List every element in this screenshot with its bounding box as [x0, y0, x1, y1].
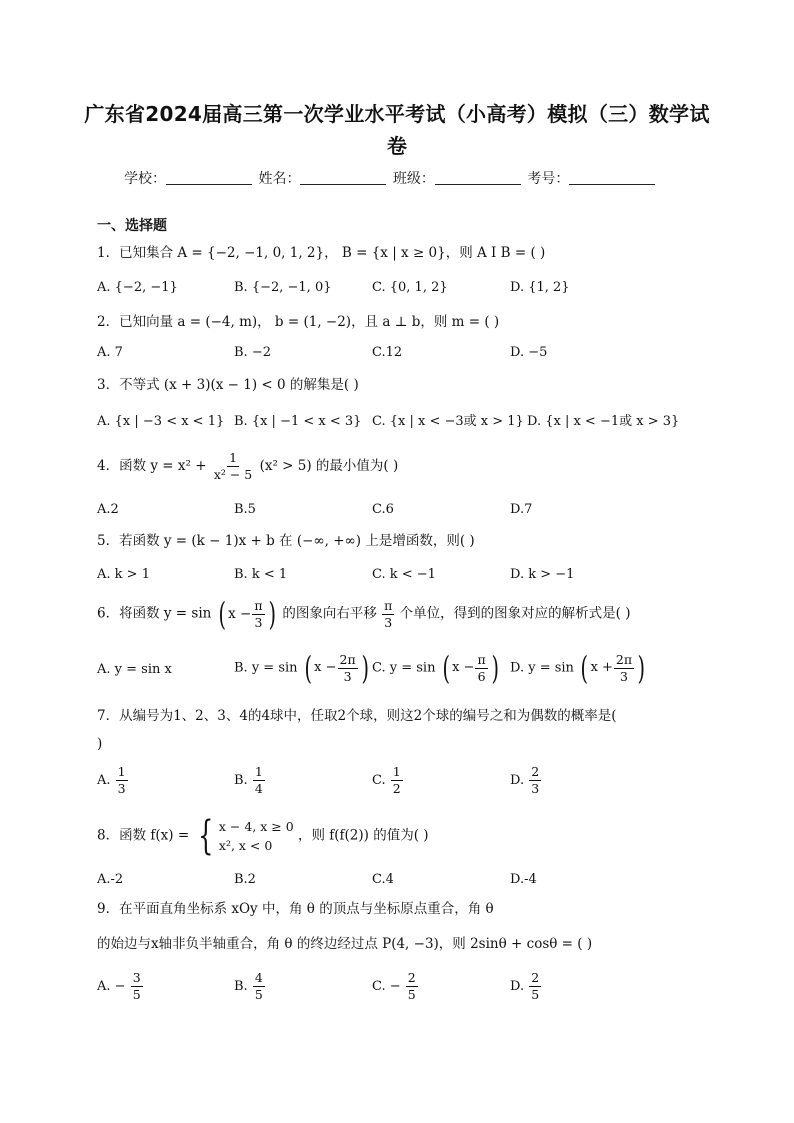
- q6-b-num: 2π: [339, 651, 356, 667]
- q6-option-b: [234, 650, 371, 686]
- exam-number-label: 考号：: [527, 171, 570, 187]
- q6-inner: x −: [228, 606, 252, 622]
- q6-b-prefix: B. y = sin: [234, 660, 298, 676]
- q2-option-a: A. 7: [97, 345, 123, 360]
- q6-inner-fraction: [252, 598, 264, 631]
- q9-c-fraction: [406, 970, 418, 1003]
- student-info-line: [124, 168, 657, 188]
- q1-option-d: D. {1, 2}: [510, 280, 570, 295]
- q6-shift-den: 3: [384, 614, 393, 630]
- q4-option-d: D.7: [510, 502, 533, 517]
- q6-b-den: 3: [343, 668, 352, 684]
- q9-a-fraction: [131, 970, 143, 1003]
- q4-fraction-denominator: x² − 5: [213, 467, 253, 482]
- q8-option-c: C.4: [372, 872, 394, 887]
- q7-d-fraction: [529, 764, 541, 797]
- title-line-1: 广东省2024届高三第一次学业水平考试（小高考）模拟（三）数学试: [84, 102, 710, 126]
- q6-inner-num: π: [254, 597, 263, 613]
- q9-a-num: 3: [132, 970, 141, 985]
- q6-option-c: [372, 650, 501, 686]
- left-paren: (: [580, 649, 589, 687]
- q6-option-a: A. y = sin x: [97, 662, 172, 677]
- question-1-stem: 1．已知集合 A = {−2, −1, 0, 1, 2}， B = {x | x ≥ 0}，则 A I B = ( ): [97, 245, 546, 261]
- q6-b-inner: x −: [314, 660, 337, 675]
- right-paren: ): [637, 649, 646, 687]
- class-label: 班级：: [392, 171, 435, 187]
- q9-b-num: 4: [254, 970, 263, 985]
- exam-number-blank[interactable]: [569, 170, 655, 185]
- q8-option-b: B.2: [234, 872, 256, 887]
- q9-option-c: [372, 970, 419, 1003]
- q9-b-fraction: [253, 970, 265, 1003]
- q1-option-b: B. {−2, −1, 0}: [234, 280, 332, 295]
- q9-option-d: [510, 970, 542, 1003]
- question-4-stem: [97, 450, 398, 483]
- q9-c-den: 5: [407, 987, 416, 1002]
- q7-c-fraction: [391, 764, 403, 797]
- q6-d-den: 3: [620, 668, 628, 684]
- q9-option-a: [97, 970, 144, 1003]
- q7-c-label: C.: [372, 773, 386, 788]
- section-title: 一、选择题: [97, 218, 167, 234]
- question-5-stem: 5．若函数 y = (k − 1)x + b 在 (−∞, +∞) 上是增函数，则( ): [97, 533, 475, 549]
- q7-c-num: 1: [392, 764, 401, 779]
- q7-b-num: 1: [254, 764, 263, 779]
- q4-stem-prefix: 4．函数 y = x² +: [97, 458, 207, 474]
- question-2-stem: 2．已知向量 a = (−4, m)， b = (1, −2)，且 a ⊥ b，则 m = ( ): [97, 314, 500, 330]
- q9-d-fraction: [529, 970, 541, 1003]
- q7-d-den: 3: [531, 781, 540, 796]
- q5-option-b: B. k < 1: [234, 567, 288, 582]
- q6-stem-suffix: 个单位，得到的图象对应的解析式是( ): [399, 605, 631, 622]
- q6-paren-group: [216, 596, 278, 632]
- q1-option-c: C. {0, 1, 2}: [372, 280, 448, 295]
- q9-a-den: 5: [132, 987, 141, 1002]
- q6-d-inner: x +: [590, 660, 613, 675]
- question-7-stem-line1: 7．从编号为1、2、3、4的4球中，任取2个球，则这2个球的编号之和为偶数的概率是(: [97, 708, 617, 724]
- q8-option-d: D.-4: [510, 872, 537, 887]
- school-label: 学校：: [124, 171, 166, 187]
- q7-option-a: [97, 764, 129, 797]
- name-label: 姓名：: [258, 171, 301, 187]
- q7-option-d: [510, 764, 542, 797]
- q2-option-c: C.12: [372, 345, 403, 360]
- q6-inner-den: 3: [254, 614, 263, 630]
- q8-stem-prefix: 8．函数 f(x) =: [97, 827, 190, 844]
- question-6-stem: [97, 596, 630, 632]
- q9-c-num: 2: [407, 970, 416, 985]
- q6-shift-num: π: [384, 597, 393, 613]
- q9-d-den: 5: [531, 987, 540, 1002]
- school-blank[interactable]: [166, 170, 252, 185]
- q5-option-c: C. k < −1: [372, 567, 436, 582]
- q7-b-den: 4: [254, 781, 263, 796]
- q6-c-fraction: [475, 652, 487, 685]
- question-7-stem-line2: ): [97, 736, 103, 752]
- q6-b-fraction: [338, 652, 358, 685]
- q9-option-b: [234, 970, 266, 1003]
- q7-b-fraction: [253, 764, 265, 797]
- q4-option-a: A.2: [97, 502, 119, 517]
- name-blank[interactable]: [300, 170, 386, 185]
- q3-option-d: D. {x | x < −1或 x > 3}: [527, 414, 680, 429]
- q4-fraction-numerator: 1: [229, 450, 238, 465]
- q8-piecewise: [193, 814, 293, 858]
- q4-option-c: C.6: [372, 502, 394, 517]
- q7-option-b: [234, 764, 266, 797]
- q7-d-label: D.: [510, 773, 525, 788]
- q9-c-label: C. −: [372, 979, 401, 994]
- q6-d-paren: [578, 650, 648, 686]
- q3-option-c: C. {x | x < −3或 x > 1}: [372, 414, 524, 429]
- left-paren: (: [304, 649, 312, 687]
- right-paren: ): [491, 649, 499, 687]
- q7-b-label: B.: [234, 773, 248, 788]
- q9-a-label: A. −: [97, 979, 126, 994]
- q4-option-b: B.5: [234, 502, 256, 517]
- q7-a-den: 3: [117, 781, 126, 796]
- q6-stem-prefix: 6．将函数 y = sin: [97, 605, 212, 622]
- q8-stem-suffix: ，则 f(f(2)) 的值为( ): [297, 827, 429, 844]
- q3-option-a: A. {x | −3 < x < 1}: [97, 414, 225, 429]
- q2-option-d: D. −5: [510, 345, 548, 360]
- q9-d-label: D.: [510, 979, 525, 994]
- right-paren: ): [268, 595, 276, 633]
- question-3-stem: 3．不等式 (x + 3)(x − 1) < 0 的解集是( ): [97, 377, 359, 393]
- q5-option-a: A. k > 1: [97, 567, 150, 582]
- q6-d-prefix: D. y = sin: [510, 660, 574, 676]
- q6-stem-mid: 的图象向右平移: [282, 605, 377, 622]
- right-paren: ): [361, 649, 369, 687]
- q7-a-num: 1: [117, 764, 126, 779]
- q4-stem-suffix: (x² > 5) 的最小值为( ): [259, 458, 399, 474]
- q6-c-prefix: C. y = sin: [372, 660, 436, 676]
- q6-d-num: 2π: [615, 651, 633, 667]
- q6-c-paren: [440, 650, 502, 686]
- q7-d-num: 2: [531, 764, 540, 779]
- q5-option-d: D. k > −1: [510, 567, 575, 582]
- title-line-2: 卷: [386, 134, 408, 158]
- q7-a-label: A.: [97, 773, 111, 788]
- q6-c-inner: x −: [452, 660, 475, 675]
- q8-case-2: x², x < 0: [218, 838, 273, 853]
- q6-c-den: 6: [477, 668, 486, 684]
- question-8-stem: [97, 814, 429, 858]
- left-paren: (: [218, 595, 226, 633]
- q9-b-den: 5: [254, 987, 263, 1002]
- q6-shift-fraction: [382, 598, 394, 631]
- q8-cases: [219, 817, 294, 855]
- q8-case-1: x − 4, x ≥ 0: [218, 819, 294, 834]
- left-paren: (: [442, 649, 450, 687]
- q6-c-num: π: [477, 651, 486, 667]
- left-brace: {: [198, 813, 214, 859]
- q2-option-b: B. −2: [234, 345, 271, 360]
- class-blank[interactable]: [435, 170, 521, 185]
- exam-title: [70, 98, 724, 162]
- q4-fraction: [212, 450, 254, 483]
- q7-c-den: 2: [392, 781, 401, 796]
- q1-option-a: A. {−2, −1}: [97, 280, 178, 295]
- q9-b-label: B.: [234, 979, 248, 994]
- question-9-stem-line1: 9．在平面直角坐标系 xOy 中，角 θ 的顶点与坐标原点重合，角 θ: [97, 901, 494, 917]
- q6-option-d: [510, 650, 648, 686]
- q8-option-a: A.-2: [97, 872, 124, 887]
- q3-option-b: B. {x | −1 < x < 3}: [234, 414, 362, 429]
- q6-d-fraction: [614, 652, 634, 685]
- q7-a-fraction: [116, 764, 128, 797]
- q6-b-paren: [302, 650, 372, 686]
- q9-d-num: 2: [531, 970, 540, 985]
- q7-option-c: [372, 764, 404, 797]
- question-9-stem-line2: 的始边与x轴非负半轴重合，角 θ 的终边经过点 P(4, −3)，则 2sinθ + cosθ = ( ): [97, 936, 593, 952]
